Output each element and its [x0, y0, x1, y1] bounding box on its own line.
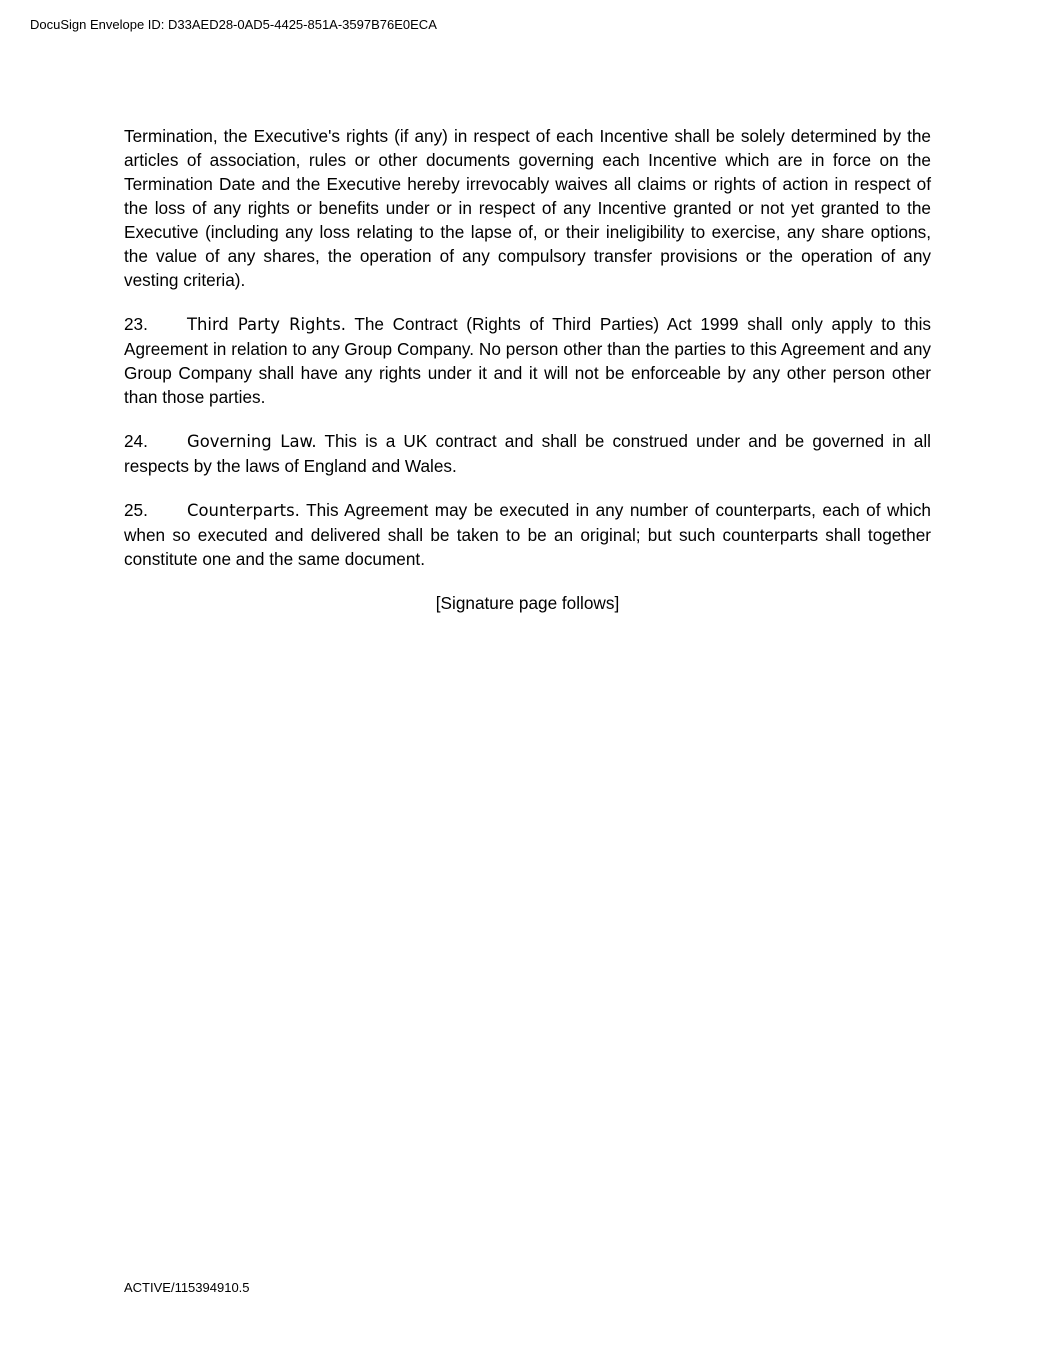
clause-heading: Third Party Rights.	[187, 315, 346, 334]
clause-23	[124, 312, 931, 409]
clause-number: 24.	[124, 431, 148, 451]
continuation-paragraph: Termination, the Executive's rights (if any) in respect of each Incentive shall be solely determined by the articles of association, rules or other documents governing each Incentive which are in force on the Termination Date and the Executive hereby irrevocably waives all claims or rights of action in respect of the loss of any rights or benefits under or in respect of any Incentive granted or not yet granted to the Executive (including any loss relating to the lapse of, or their ineligibility to exercise, any share options, the value of any shares, the operation of any compulsory transfer provisions or the operation of any vesting criteria).	[124, 126, 931, 290]
clause-number: 23.	[124, 314, 148, 334]
clause-text: This Agreement may be executed in any number of counterparts, each of which when so executed and delivered shall be taken to be an original; but such counterparts shall together constitute one and the same document.	[124, 500, 931, 569]
docusign-envelope-id: DocuSign Envelope ID: D33AED28-0AD5-4425-851A-3597B76E0ECA	[30, 17, 437, 32]
document-reference: ACTIVE/115394910.5	[124, 1280, 250, 1295]
document-body	[124, 124, 931, 635]
signature-page-note: [Signature page follows]	[435, 593, 620, 613]
clause-heading: Governing Law.	[187, 432, 317, 451]
clause-text: This is a UK contract and shall be construed under and be governed in all respects by the laws of England and Wales.	[124, 431, 931, 476]
clause-number: 25.	[124, 500, 148, 520]
clause-text: The Contract (Rights of Third Parties) Act 1999 shall only apply to this Agreement in relation to any Group Company. No person other than the parties to this Agreement and any Group Company shall have any rights under it and it will not be enforceable by any other person other than those parties.	[124, 314, 931, 407]
clause-25	[124, 498, 931, 571]
clause-heading: Counterparts.	[187, 501, 300, 520]
clause-24	[124, 429, 931, 478]
